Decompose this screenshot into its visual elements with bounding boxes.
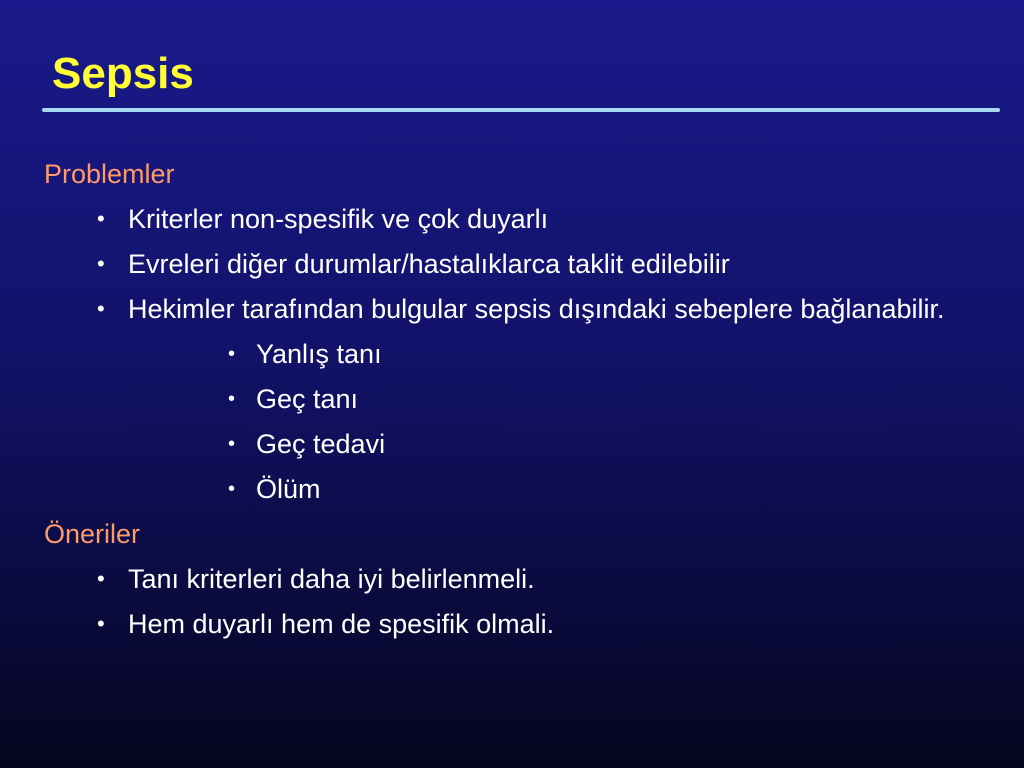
- sublist-item: [128, 426, 984, 462]
- sublist-item: [128, 471, 984, 507]
- sublist: [128, 336, 984, 507]
- section-heading-problemler: Problemler: [44, 159, 175, 189]
- bullet-icon: •: [97, 611, 105, 636]
- sublist-item-text: Ölüm: [256, 474, 321, 504]
- list-item: [44, 201, 984, 237]
- bullet-icon: •: [97, 251, 105, 276]
- bullet-icon: •: [97, 566, 105, 591]
- bullet-icon: •: [97, 296, 105, 321]
- section-heading-oneriler: Öneriler: [44, 519, 141, 549]
- sublist-item-text: Geç tanı: [256, 384, 359, 414]
- list-item-text: Hem duyarlı hem de spesifik olmali.: [128, 609, 555, 639]
- list-item-text: Evreleri diğer durumlar/hastalıklarca taklit edilebilir: [128, 249, 730, 279]
- sublist-item: [128, 336, 984, 372]
- bullet-icon: •: [228, 478, 236, 500]
- sublist-item: [128, 381, 984, 417]
- list-item-text: Hekimler tarafından bulgular sepsis dışındaki sebeplere bağlanabilir.: [128, 294, 945, 324]
- list-item-text: Tanı kriterleri daha iyi belirlenmeli.: [128, 564, 535, 594]
- problemler-list: [44, 201, 984, 507]
- bullet-icon: •: [228, 388, 236, 410]
- list-item: [44, 561, 984, 597]
- bullet-icon: •: [97, 206, 105, 231]
- list-item: [44, 246, 984, 282]
- sublist-item-text: Geç tedavi: [256, 429, 386, 459]
- bullet-icon: •: [228, 343, 236, 365]
- oneriler-list: [44, 561, 984, 642]
- sublist-item-text: Yanlış tanı: [256, 339, 382, 369]
- list-item-text: Kriterler non-spesifik ve çok duyarlı: [128, 204, 549, 234]
- slide-content: [44, 156, 984, 651]
- slide-title: Sepsis: [52, 49, 194, 98]
- title-underline: [42, 108, 1000, 112]
- bullet-icon: •: [228, 433, 236, 455]
- list-item: [44, 606, 984, 642]
- list-item: [44, 291, 984, 507]
